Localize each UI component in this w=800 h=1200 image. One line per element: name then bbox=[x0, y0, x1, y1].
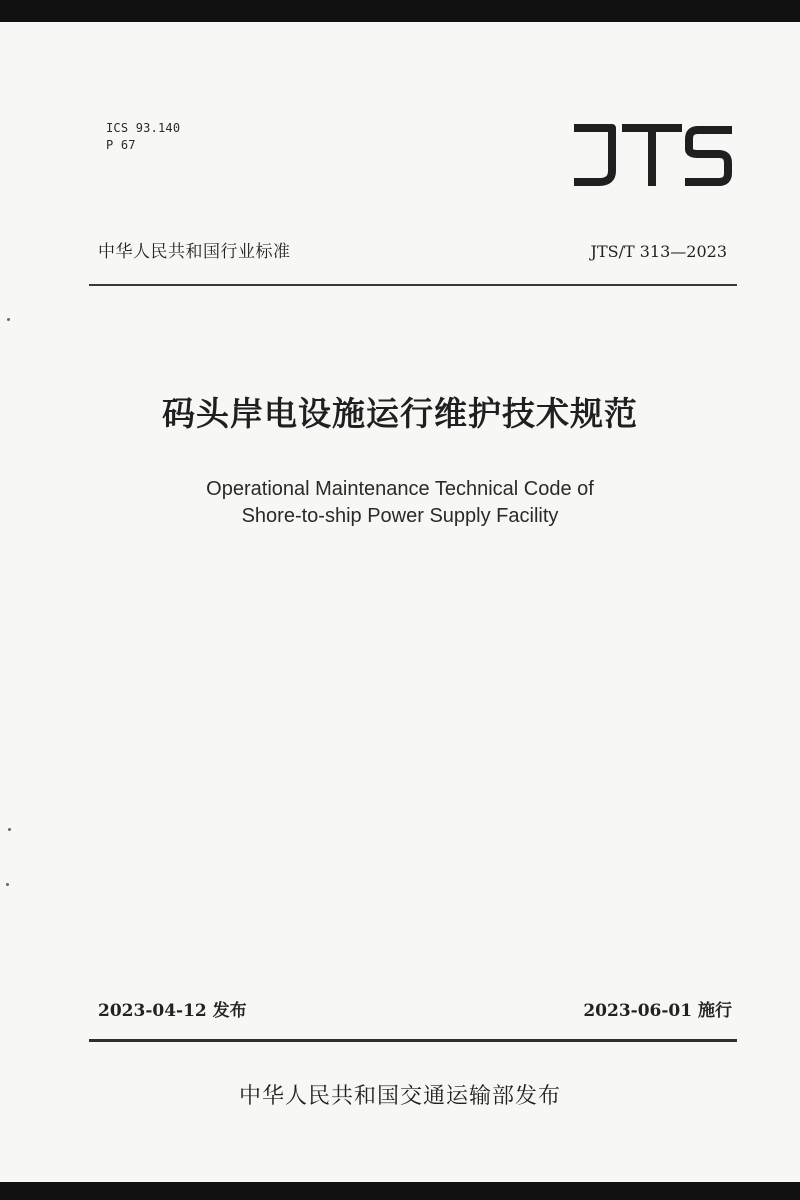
ics-code: ICS 93.140 bbox=[106, 121, 181, 135]
chinese-title: 码头岸电设施运行维护技术规范 bbox=[162, 394, 638, 433]
issue-date: 2023-04-12 发布 bbox=[98, 1001, 247, 1021]
top-rule bbox=[89, 284, 737, 286]
standard-number: JTS/T 313—2023 bbox=[590, 242, 727, 261]
english-title-line-1: Operational Maintenance Technical Code of bbox=[206, 478, 594, 500]
document-page bbox=[0, 22, 800, 1182]
category-code: P 67 bbox=[106, 138, 136, 152]
bottom-rule bbox=[89, 1039, 737, 1042]
scan-speck bbox=[8, 828, 11, 831]
jts-logo bbox=[565, 118, 741, 190]
standard-type: 中华人民共和国行业标准 bbox=[98, 242, 291, 262]
english-title-line-2: Shore-to-ship Power Supply Facility bbox=[241, 505, 559, 527]
implementation-date: 2023-06-01 施行 bbox=[583, 1001, 732, 1021]
publisher: 中华人民共和国交通运输部发布 bbox=[238, 1084, 561, 1109]
english-title bbox=[0, 476, 800, 530]
scan-speck bbox=[6, 883, 9, 886]
scan-speck bbox=[7, 318, 10, 321]
classification-block bbox=[106, 120, 180, 154]
